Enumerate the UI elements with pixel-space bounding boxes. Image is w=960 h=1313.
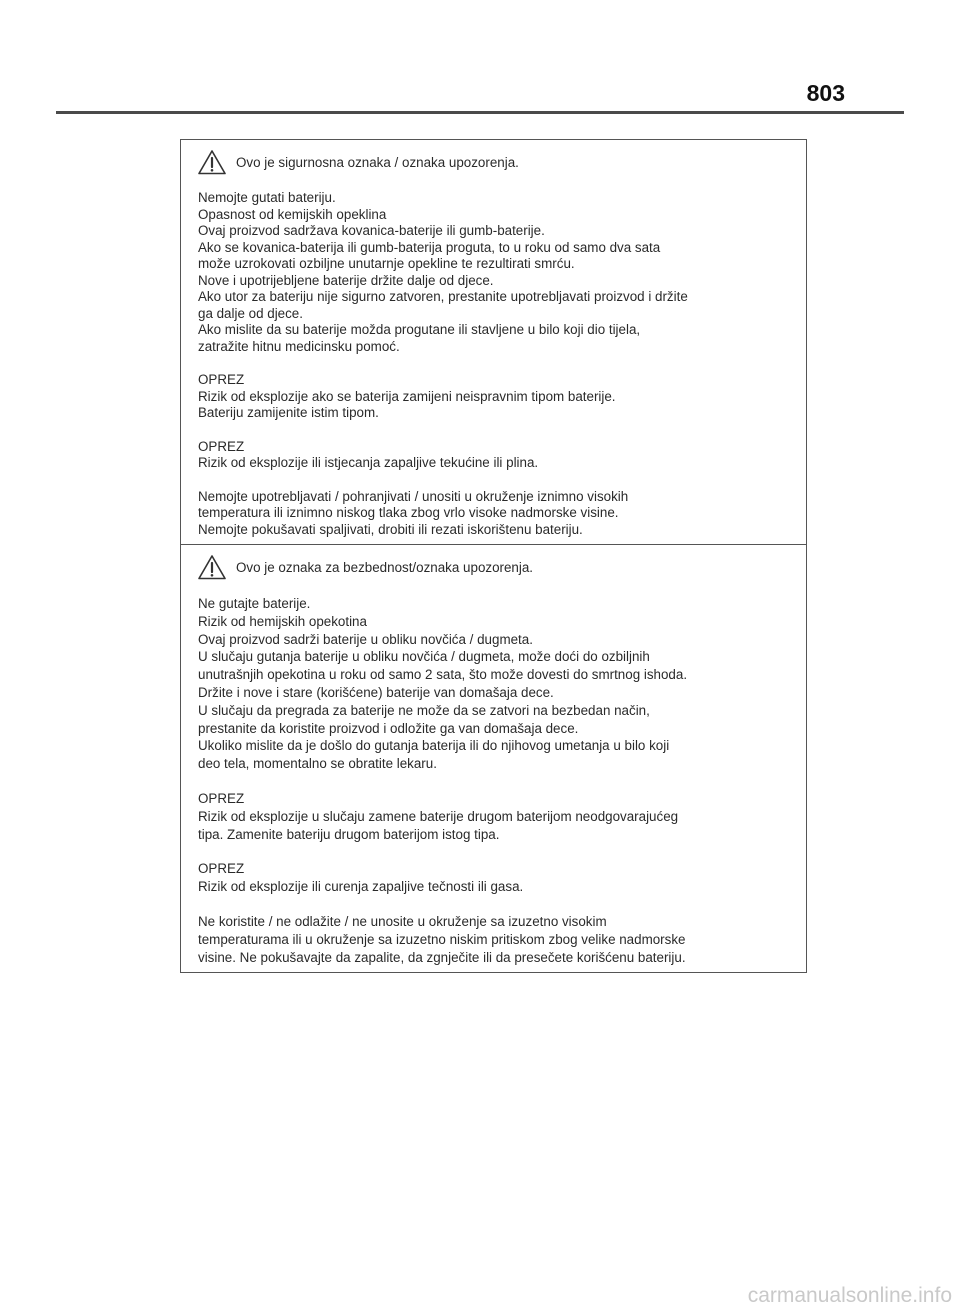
warning-box xyxy=(180,139,807,973)
text-line: tipa. Zamenite bateriju drugom baterijom istog tipa. xyxy=(198,826,500,842)
text-line: Nove i upotrijebljene baterije držite dalje od djece. xyxy=(198,272,494,288)
warning-paragraph xyxy=(198,595,792,773)
text-line: OPREZ xyxy=(198,861,245,877)
text-line: Rizik od eksplozije ili istjecanja zapaljive tekućine ili plina. xyxy=(198,455,539,470)
warning-header xyxy=(198,144,792,180)
text-line: OPREZ xyxy=(198,372,245,387)
text-line: prestanite da koristite proizvod i odložite ga van domašaja dece. xyxy=(198,720,579,736)
warning-paragraphs xyxy=(198,190,792,538)
text-line: Ne koristite / ne odlažite / ne unosite u okruženje sa izuzetno visokim xyxy=(198,913,607,929)
text-line: deo tela, momentalno se obratite lekaru. xyxy=(198,756,437,772)
warning-section-hr xyxy=(181,140,806,544)
text-line: Nemojte pokušavati spaljivati, drobiti ili rezati iskorištenu bateriju. xyxy=(198,521,583,537)
warning-paragraph xyxy=(198,860,792,896)
watermark: carmanualsonline.info xyxy=(747,1284,952,1307)
text-line: Bateriju zamijenite istim tipom. xyxy=(198,405,379,420)
text-line: Držite i nove i stare (korišćene) baterije van domašaja dece. xyxy=(198,684,554,700)
text-line: Ako mislite da su baterije možda progutane ili stavljene u bilo koji dio tijela, xyxy=(198,322,641,337)
text-line: visine. Ne pokušavajte da zapalite, da zgnječite ili da presečete korišćenu bateriju. xyxy=(198,949,686,965)
text-line: Ako utor za bateriju nije sigurno zatvoren, prestanite upotrebljavati proizvod i držite xyxy=(198,289,688,304)
text-line: Nemojte upotrebljavati / pohranjivati / unositi u okruženje iznimno visokih xyxy=(198,488,629,504)
text-line: može uzrokovati ozbiljne unutarnje opekline te rezultirati smrću. xyxy=(198,256,575,271)
header-rule xyxy=(56,111,904,114)
text-line: Opasnost od kemijskih opeklina xyxy=(198,206,387,222)
text-line: ga dalje od djece. xyxy=(198,305,303,321)
text-line: temperaturama ili u okruženje sa izuzetno niskim pritiskom zbog velike nadmorske xyxy=(198,931,686,947)
text-line: U slučaju gutanja baterije u obliku novčića / dugmeta, može doći do ozbiljnih xyxy=(198,649,650,665)
warning-paragraph xyxy=(198,190,792,355)
text-line: OPREZ xyxy=(198,790,245,806)
warning-paragraph xyxy=(198,790,792,843)
text-line: Rizik od eksplozije ako se baterija zamijeni neispravnim tipom baterije. xyxy=(198,388,616,404)
warning-paragraph xyxy=(198,913,792,966)
text-line: U slučaju da pregrada za baterije ne može da se zatvori na bezbedan način, xyxy=(198,702,650,718)
warning-title: Ovo je sigurnosna oznaka / oznaka upozorenja. xyxy=(236,154,519,170)
warning-title: Ovo je oznaka za bezbednost/oznaka upozorenja. xyxy=(236,559,534,575)
text-line: Ovaj proizvod sadrži baterije u obliku novčića / dugmeta. xyxy=(198,631,533,647)
warning-triangle-icon xyxy=(198,554,226,580)
text-line: Rizik od hemijskih opekotina xyxy=(198,613,367,629)
warning-paragraph xyxy=(198,372,792,422)
text-line: Rizik od eksplozije ili curenja zapaljive tečnosti ili gasa. xyxy=(198,879,524,895)
page-number: 803 xyxy=(806,80,845,106)
text-line: Nemojte gutati bateriju. xyxy=(198,190,336,205)
text-line: temperatura ili iznimno niskog tlaka zbog vrlo visoke nadmorske visine. xyxy=(198,505,619,520)
warning-triangle-icon xyxy=(198,149,226,175)
text-line: OPREZ xyxy=(198,438,245,454)
text-line: Ukoliko mislite da je došlo do gutanja baterija ili do njihovog umetanja u bilo koji xyxy=(198,738,670,754)
text-line: Ako se kovanica-baterija ili gumb-baterija proguta, to u roku od samo dva sata xyxy=(198,239,661,255)
text-line: unutrašnjih opekotina u roku od samo 2 sata, što može dovesti do smrtnog ishoda. xyxy=(198,667,688,683)
warning-paragraphs xyxy=(198,595,792,966)
text-line: Rizik od eksplozije u slučaju zamene baterije drugom baterijom neodgovarajućeg xyxy=(198,808,679,824)
text-line: zatražite hitnu medicinsku pomoć. xyxy=(198,338,400,354)
warning-header xyxy=(198,549,792,585)
warning-section-sr xyxy=(181,544,806,972)
warning-paragraph xyxy=(198,439,792,472)
text-line: Ne gutajte baterije. xyxy=(198,596,311,611)
text-line: Ovaj proizvod sadržava kovanica-baterije ili gumb-baterije. xyxy=(198,223,545,238)
warning-paragraph xyxy=(198,489,792,539)
